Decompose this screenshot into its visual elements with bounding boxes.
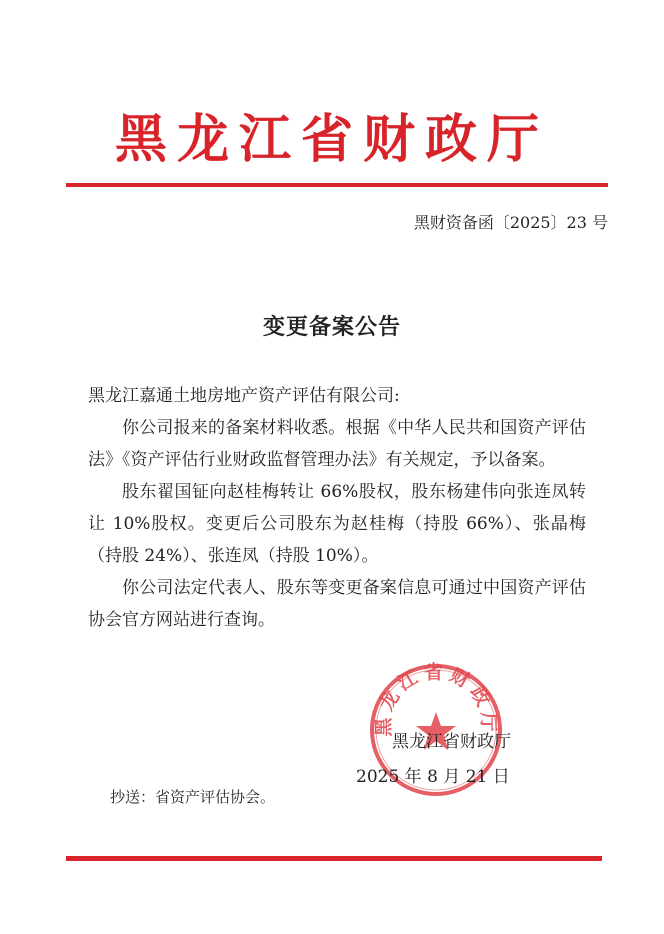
body-paragraph-3: 你公司法定代表人、股东等变更备案信息可通过中国资产评估协会官方网站进行查询。: [88, 578, 586, 630]
issuer-header: 黑龙江省财政厅: [114, 109, 549, 170]
document-body: [88, 380, 586, 636]
svg-text:黑龙江省财政厅: 黑龙江省财政厅: [372, 661, 500, 737]
footer-red-rule: [66, 856, 602, 861]
document-title: 变更备案公告: [262, 314, 401, 340]
body-paragraph-1: 你公司报来的备案材料收悉。根据《中华人民共和国资产评估法》《资产评估行业财政监督管理办法》有关规定，予以备案。: [88, 418, 586, 470]
body-paragraph-2: 股东翟国钲向赵桂梅转让 66%股权，股东杨建伟向张连凤转让 10%股权。变更后公司股东为赵桂梅（持股 66%）、张晶梅（持股 24%）、张连凤（持股 10%）。: [88, 482, 586, 566]
header-red-rule: [66, 183, 608, 187]
document-number: 黑财资备函〔2025〕23 号: [413, 213, 608, 232]
addressee: 黑龙江嘉通土地房地产资产评估有限公司:: [88, 386, 400, 406]
cc-line: 抄送：省资产评估协会。: [110, 788, 276, 806]
signature-date: 2025 年 8 月 21 日: [356, 767, 510, 787]
signature-org: 黑龙江省财政厅: [392, 732, 511, 752]
